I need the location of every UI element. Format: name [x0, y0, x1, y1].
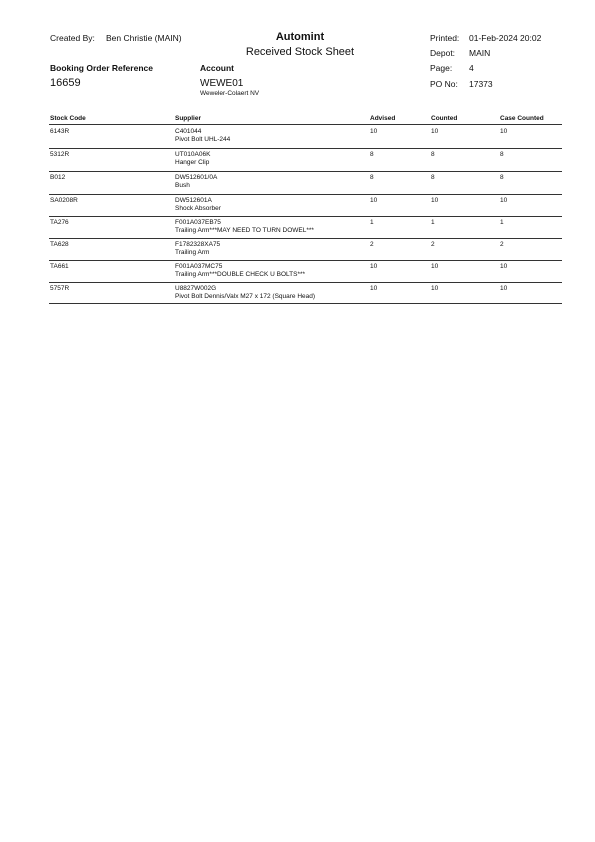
col-stock-code: Stock Code — [50, 115, 86, 122]
table-row — [0, 173, 595, 195]
counted-qty: 2 — [431, 241, 435, 248]
row-divider — [49, 171, 562, 172]
counted-qty: 8 — [431, 174, 435, 181]
case-counted-qty: 10 — [500, 197, 508, 204]
advised-qty: 1 — [370, 219, 374, 226]
advised-qty: 10 — [370, 263, 378, 270]
item-description: Bush — [175, 182, 190, 189]
advised-qty: 2 — [370, 241, 374, 248]
stock-code: 6143R — [50, 128, 70, 135]
supplier-code: C401044 — [175, 128, 202, 135]
col-case-counted: Case Counted — [500, 115, 544, 122]
col-advised: Advised — [370, 115, 396, 122]
header-divider — [49, 124, 562, 125]
table-row — [0, 196, 595, 218]
row-divider — [49, 260, 562, 261]
booking-order-label: Booking Order Reference — [50, 63, 153, 73]
item-description: Shock Absorber — [175, 205, 221, 212]
case-counted-qty: 10 — [500, 128, 508, 135]
item-description: Trailing Arm***DOUBLE CHECK U BOLTS*** — [175, 271, 306, 278]
supplier-code: F001A037MC75 — [175, 263, 223, 270]
supplier-code: F001A037EB75 — [175, 219, 221, 226]
account-label: Account — [200, 63, 234, 73]
row-divider — [49, 282, 562, 283]
col-counted: Counted — [431, 115, 458, 122]
booking-order-value: 16659 — [50, 77, 81, 89]
case-counted-qty: 8 — [500, 151, 504, 158]
supplier-code: UT010A06K — [175, 151, 211, 158]
supplier-code: DW512601A — [175, 197, 212, 204]
col-supplier: Supplier — [175, 115, 202, 122]
advised-qty: 8 — [370, 151, 374, 158]
table-row — [0, 240, 595, 262]
counted-qty: 1 — [431, 219, 435, 226]
stock-code: 5757R — [50, 285, 70, 292]
item-description: Pivot Bolt UHL-244 — [175, 136, 231, 143]
item-description: Trailing Arm — [175, 249, 210, 256]
table-row — [0, 218, 595, 240]
company-name: Automint — [275, 31, 325, 43]
supplier-code: DW512601/0A — [175, 174, 218, 181]
po-value: 17373 — [469, 79, 493, 89]
advised-qty: 8 — [370, 174, 374, 181]
table-row — [0, 127, 595, 149]
advised-qty: 10 — [370, 128, 378, 135]
account-code: WEWE01 — [200, 78, 244, 89]
stock-code: 5312R — [50, 151, 70, 158]
printed-label: Printed: — [430, 33, 460, 43]
account-name: Weweler-Colaert NV — [200, 90, 260, 97]
counted-qty: 10 — [431, 285, 439, 292]
created-by-value: Ben Christie (MAIN) — [106, 33, 182, 43]
page-value: 4 — [469, 63, 474, 73]
advised-qty: 10 — [370, 285, 378, 292]
table-row — [0, 262, 595, 284]
case-counted-qty: 10 — [500, 263, 508, 270]
supplier-code: U8827W002G — [175, 285, 217, 292]
case-counted-qty: 8 — [500, 174, 504, 181]
row-divider — [49, 148, 562, 149]
case-counted-qty: 1 — [500, 219, 504, 226]
table-row — [0, 150, 595, 172]
sheet-title: Received Stock Sheet — [245, 46, 355, 58]
item-description: Hanger Clip — [175, 159, 210, 166]
depot-label: Depot: — [430, 48, 456, 58]
counted-qty: 10 — [431, 197, 439, 204]
stock-code: TA628 — [50, 241, 69, 248]
case-counted-qty: 10 — [500, 285, 508, 292]
counted-qty: 10 — [431, 128, 439, 135]
row-divider — [49, 303, 562, 304]
item-description: Trailing Arm***MAY NEED TO TURN DOWEL*** — [175, 227, 314, 234]
row-divider — [49, 216, 562, 217]
advised-qty: 10 — [370, 197, 378, 204]
depot-value: MAIN — [469, 48, 491, 58]
stock-code: TA661 — [50, 263, 69, 270]
supplier-code: F1782328XA75 — [175, 241, 221, 248]
row-divider — [49, 194, 562, 195]
counted-qty: 8 — [431, 151, 435, 158]
item-description: Pivot Bolt Dennis/Valx M27 x 172 (Square Head) — [175, 293, 316, 300]
stock-code: B012 — [50, 174, 66, 181]
po-label: PO No: — [430, 79, 458, 89]
counted-qty: 10 — [431, 263, 439, 270]
case-counted-qty: 2 — [500, 241, 504, 248]
stock-code: SA0208R — [50, 197, 78, 204]
printed-value: 01-Feb-2024 20:02 — [469, 33, 542, 43]
page-label: Page: — [430, 63, 453, 73]
stock-code: TA276 — [50, 219, 69, 226]
row-divider — [49, 238, 562, 239]
created-by-label: Created By: — [50, 33, 95, 43]
